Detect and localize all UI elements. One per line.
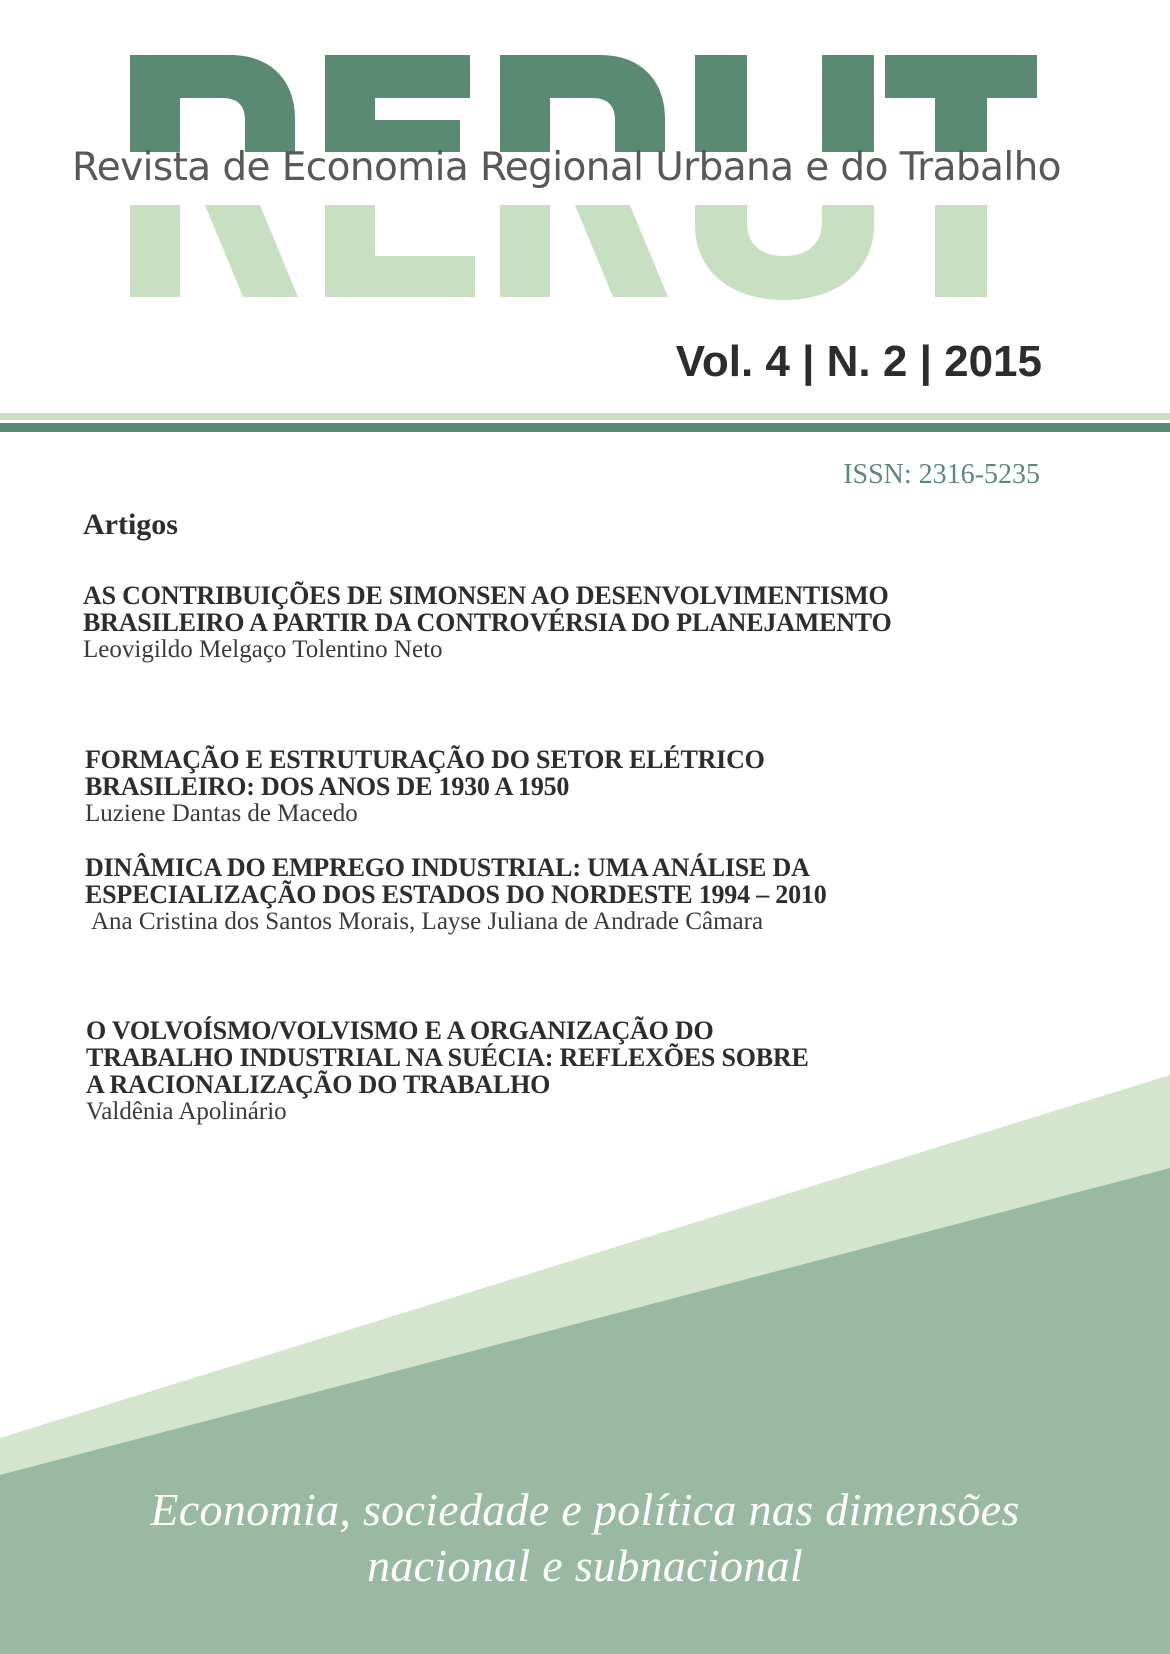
volume-issue-year: Vol. 4 | N. 2 | 2015 [675, 337, 1042, 386]
article-title[interactable]: AS CONTRIBUIÇÕES DE SIMONSEN AO DESENVOLVIMENTISMO BRASILEIRO A PARTIR DA CONTROVÉRSIA DO PLANEJAMENTO [83, 581, 892, 637]
article-authors: Valdênia Apolinário [86, 1098, 287, 1125]
article-title[interactable]: O VOLVOÍSMO/VOLVISMO E A ORGANIZAÇÃO DO TRABALHO INDUSTRIAL NA SUÉCIA: REFLEXÕES SOBRE A RACIONALIZAÇÃO DO TRABALHO [86, 1016, 809, 1099]
article-authors: Leovigildo Melgaço Tolentino Neto [83, 636, 443, 663]
article-authors: Ana Cristina dos Santos Morais, Layse Juliana de Andrade Câmara [91, 908, 764, 935]
article-title[interactable]: DINÂMICA DO EMPREGO INDUSTRIAL: UMA ANÁLISE DA ESPECIALIZAÇÃO DOS ESTADOS DO NORDESTE 1994 – 2010 [85, 853, 827, 909]
article-authors: Luziene Dantas de Macedo [85, 800, 358, 827]
journal-full-name: Revista de Economia Regional Urbana e do Trabalho [72, 145, 1061, 190]
tagline-line-1: Economia, sociedade e política nas dimensões [150, 1484, 1020, 1535]
article-title[interactable]: FORMAÇÃO E ESTRUTURAÇÃO DO SETOR ELÉTRICO BRASILEIRO: DOS ANOS DE 1930 A 1950 [85, 745, 765, 801]
issn-number: ISSN: 2316-5235 [843, 459, 1040, 490]
tagline-line-2: nacional e subnacional [367, 1540, 803, 1591]
section-heading-articles: Artigos [83, 508, 178, 541]
cover-tagline [0, 1482, 1170, 1594]
